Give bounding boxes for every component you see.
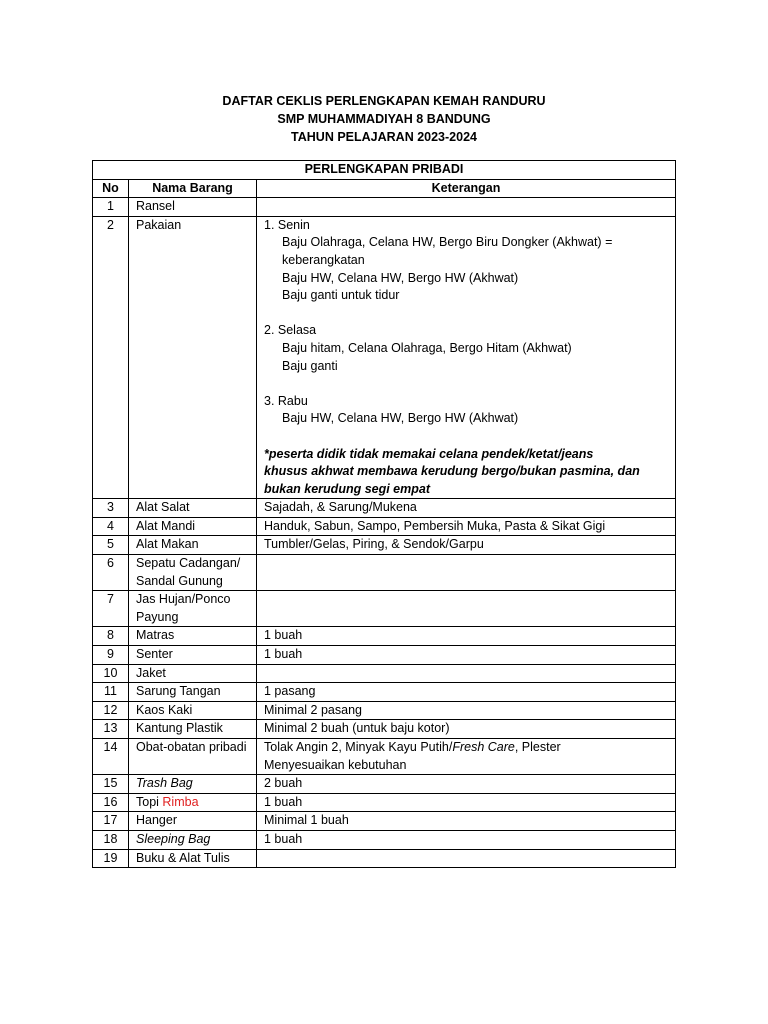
- row-number: 2: [93, 216, 129, 499]
- item-name: Alat Salat: [129, 499, 257, 518]
- row-number: 16: [93, 793, 129, 812]
- row-number: 7: [93, 591, 129, 627]
- item-name: Pakaian: [129, 216, 257, 499]
- table-row: [93, 793, 676, 812]
- item-name: [129, 793, 257, 812]
- item-name: Kantung Plastik: [129, 720, 257, 739]
- item-ket-part: Tolak Angin 2, Minyak Kayu Putih/: [264, 740, 453, 754]
- column-header-name: Nama Barang: [129, 179, 257, 198]
- row-number: 3: [93, 499, 129, 518]
- row-number: 12: [93, 701, 129, 720]
- item-ket: Handuk, Sabun, Sampo, Pembersih Muka, Pasta & Sikat Gigi: [257, 517, 676, 536]
- item-ket: 1 pasang: [257, 683, 676, 702]
- item-name-line: Payung: [136, 609, 179, 624]
- day-1-line: Baju ganti untuk tidur: [282, 288, 400, 303]
- item-ket: Tumbler/Gelas, Piring, & Sendok/Garpu: [257, 536, 676, 555]
- item-ket: Minimal 2 pasang: [257, 701, 676, 720]
- item-ket: Sajadah, & Sarung/Mukena: [257, 499, 676, 518]
- item-ket: [257, 739, 676, 775]
- section-header-row: [93, 161, 676, 180]
- table-row: [93, 536, 676, 555]
- day-2-heading: 2. Selasa: [264, 323, 317, 338]
- table-row: [93, 499, 676, 518]
- item-name: Kaos Kaki: [129, 701, 257, 720]
- item-name: Senter: [129, 646, 257, 665]
- day-2-line: Baju ganti: [282, 358, 338, 373]
- table-row: [93, 701, 676, 720]
- row-number: 13: [93, 720, 129, 739]
- item-name-line: Sandal Gunung: [136, 573, 223, 588]
- item-name: [129, 555, 257, 591]
- row-number: 4: [93, 517, 129, 536]
- item-ket: [257, 591, 676, 627]
- row-number: 9: [93, 646, 129, 665]
- document-title: [0, 92, 768, 146]
- title-line-3: TAHUN PELAJARAN 2023-2024: [291, 130, 477, 144]
- table-row: [93, 216, 676, 499]
- table-row: [93, 849, 676, 868]
- table-row: [93, 517, 676, 536]
- item-name: Jaket: [129, 664, 257, 683]
- table-row: [93, 739, 676, 775]
- item-ket: 2 buah: [257, 775, 676, 794]
- item-name-part: Topi: [136, 794, 163, 809]
- item-name-line: Sepatu Cadangan/: [136, 556, 241, 571]
- item-ket: 1 buah: [257, 627, 676, 646]
- item-ket: 1 buah: [257, 793, 676, 812]
- table-row: [93, 812, 676, 831]
- item-name: Sarung Tangan: [129, 683, 257, 702]
- title-line-1: DAFTAR CEKLIS PERLENGKAPAN KEMAH RANDURU: [222, 94, 546, 108]
- item-ket-pakaian: [257, 216, 676, 499]
- item-ket: [257, 198, 676, 217]
- item-name: Trash Bag: [129, 775, 257, 794]
- table-row: [93, 591, 676, 627]
- row-number: 14: [93, 739, 129, 775]
- day-1-line: Baju Olahraga, Celana HW, Bergo Biru Dongker (Akhwat) =: [282, 235, 613, 250]
- day-2-line: Baju hitam, Celana Olahraga, Bergo Hitam (Akhwat): [282, 340, 572, 355]
- row-number: 6: [93, 555, 129, 591]
- item-name: Alat Makan: [129, 536, 257, 555]
- item-name: Buku & Alat Tulis: [129, 849, 257, 868]
- table-row: [93, 198, 676, 217]
- table-row: [93, 646, 676, 665]
- item-ket-part: , Plester: [514, 740, 561, 754]
- row-number: 5: [93, 536, 129, 555]
- row-number: 18: [93, 830, 129, 849]
- row-number: 10: [93, 664, 129, 683]
- item-ket-part: Fresh Care: [452, 740, 515, 754]
- row-number: 19: [93, 849, 129, 868]
- row-number: 15: [93, 775, 129, 794]
- row-number: 11: [93, 683, 129, 702]
- item-ket-line: Menyesuaikan kebutuhan: [264, 757, 407, 772]
- row-number: 8: [93, 627, 129, 646]
- table-row: [93, 664, 676, 683]
- table-row: [93, 683, 676, 702]
- table-row: [93, 775, 676, 794]
- item-name: Alat Mandi: [129, 517, 257, 536]
- item-ket: 1 buah: [257, 646, 676, 665]
- row-number: 17: [93, 812, 129, 831]
- item-name: Hanger: [129, 812, 257, 831]
- item-name: Sleeping Bag: [129, 830, 257, 849]
- item-name-highlight: Rimba: [162, 794, 199, 809]
- item-ket: Minimal 1 buah: [257, 812, 676, 831]
- item-name: Matras: [129, 627, 257, 646]
- item-ket: [257, 664, 676, 683]
- table-row: [93, 555, 676, 591]
- item-name-line: Jas Hujan/Ponco: [136, 592, 231, 607]
- day-1-line: keberangkatan: [282, 252, 365, 267]
- item-ket: [257, 555, 676, 591]
- day-1-heading: 1. Senin: [264, 217, 310, 232]
- checklist-table: [92, 160, 676, 868]
- table-row: [93, 830, 676, 849]
- column-header-row: [93, 179, 676, 198]
- item-ket: [257, 849, 676, 868]
- day-1-line: Baju HW, Celana HW, Bergo HW (Akhwat): [282, 270, 519, 285]
- item-ket: Minimal 2 buah (untuk baju kotor): [257, 720, 676, 739]
- title-line-2: SMP MUHAMMADIYAH 8 BANDUNG: [277, 112, 491, 126]
- note-line: khusus akhwat membawa kerudung bergo/bukan pasmina, dan: [264, 464, 640, 479]
- note-line: *peserta didik tidak memakai celana pendek/ketat/jeans: [264, 446, 594, 461]
- column-header-no: No: [93, 179, 129, 198]
- day-3-line: Baju HW, Celana HW, Bergo HW (Akhwat): [282, 411, 519, 426]
- item-ket: 1 buah: [257, 830, 676, 849]
- note-line: bukan kerudung segi empat: [264, 481, 431, 496]
- table-row: [93, 627, 676, 646]
- item-name: Obat-obatan pribadi: [129, 739, 257, 775]
- item-name: Ransel: [129, 198, 257, 217]
- row-number: 1: [93, 198, 129, 217]
- column-header-ket: Keterangan: [257, 179, 676, 198]
- section-title: PERLENGKAPAN PRIBADI: [93, 161, 676, 180]
- item-name: [129, 591, 257, 627]
- day-3-heading: 3. Rabu: [264, 393, 308, 408]
- table-row: [93, 720, 676, 739]
